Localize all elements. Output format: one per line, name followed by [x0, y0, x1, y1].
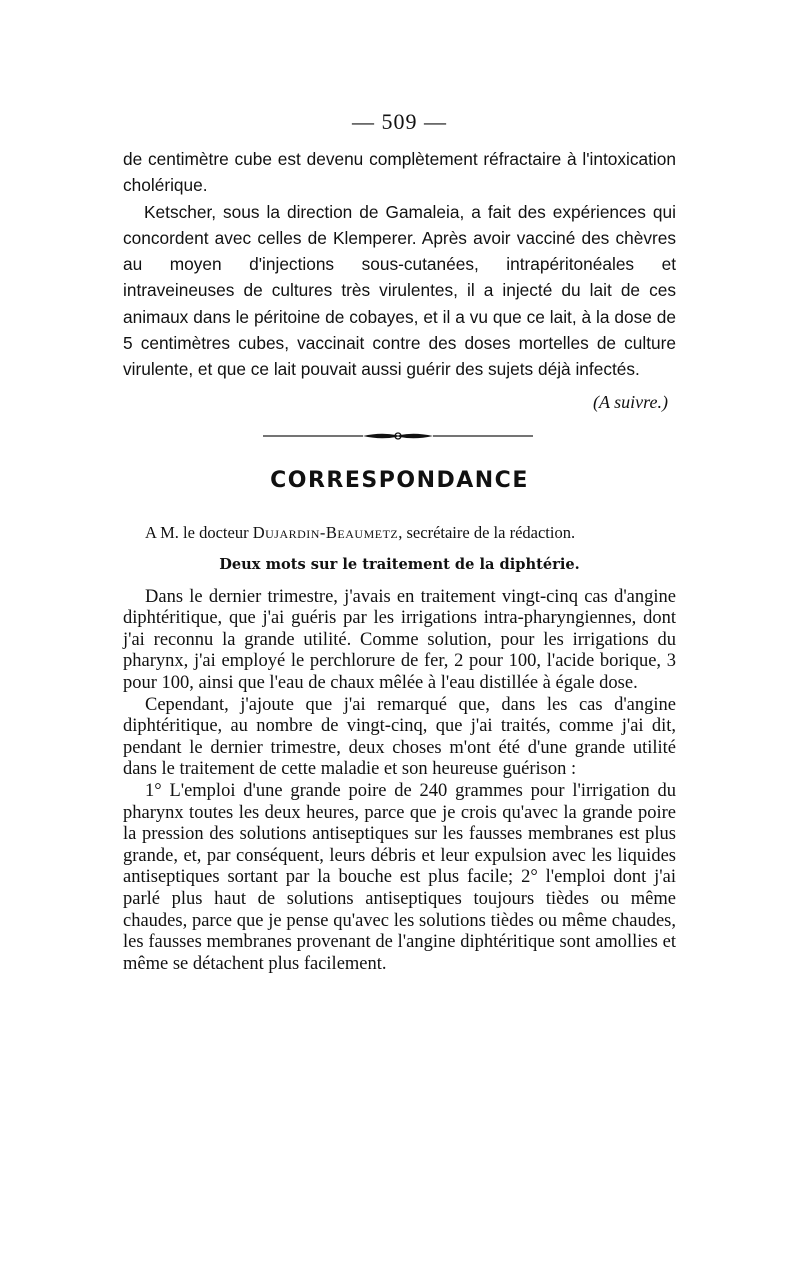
address-prefix: A M. le docteur — [145, 522, 253, 542]
body-paragraph-2: Cependant, j'ajoute que j'ai remarqué que, dans les cas d'angine diphtéritique, au nombre de vingt-cinq, que j'ai traités, comme j'ai dit, pendant le dernier trimestre, deux choses m'ont été d'une grande utilité dans le traitement de cette maladie et son heureuse guérison : — [123, 694, 676, 780]
intro-paragraph-1: de centimètre cube est devenu complètement réfractaire à l'intoxication cholérique. — [123, 149, 676, 196]
continued-article — [123, 146, 676, 383]
page-number: — 509 — — [352, 109, 447, 134]
letter-body — [123, 587, 676, 976]
section-heading: CORRESPONDANCE — [270, 467, 529, 493]
book-page — [123, 108, 676, 975]
ornamental-divider — [123, 425, 676, 447]
address-suffix: , secrétaire de la rédaction. — [398, 522, 576, 542]
to-be-continued-note: (A suivre.) — [593, 391, 668, 412]
address-name: Dujardin-Beaumetz — [252, 522, 399, 542]
letter-subtitle: Deux mots sur le traitement de la diphtérie. — [219, 555, 580, 573]
body-paragraph-1: Dans le dernier trimestre, j'avais en traitement vingt-cinq cas d'angine diphtéritique, que j'ai guéris par les irrigations intra-pharyngiennes, dont j'ai reconnu la grande utilité. Comme solution, pour les irrigations du pharynx, j'ai employé le perchlorure de fer, 2 pour 100, l'acide borique, 3 pour 100, ainsi que l'eau de chaux mêlée à l'eau distillée à égale dose. — [123, 586, 676, 694]
ornament-rule-icon — [263, 429, 533, 443]
intro-paragraph-2: Ketscher, sous la direction de Gamaleia, a fait des expériences qui concordent avec celles de Klemperer. Après avoir vacciné des chèvres au moyen d'injections sous-cutanées, intrapéritonéales et intraveineuses de cultures très virulentes, il a injecté du lait de ces animaux dans le péritoine de cobayes, et il a vu que ce lait, à la dose de 5 centimètres cubes, vaccinait contre des doses mortelles de culture virulente, et que ce lait pouvait aussi guérir des sujets déjà infectés. — [123, 201, 676, 380]
body-paragraph-3: 1° L'emploi d'une grande poire de 240 grammes pour l'irrigation du pharynx toutes les deux heures, parce que je crois qu'avec la grande poire la pression des solutions antiseptiques sur les fausses membranes est plus grande, et, par conséquent, leurs débris et leur expulsion avec les liquides antiseptiques sortant par la bouche est plus facile; 2° l'emploi dont j'ai parlé plus haut de solutions antiseptiques toujours tièdes ou même chaudes, parce que je pense qu'avec les solutions tièdes ou même chaudes, les fausses membranes provenant de l'angine diphtéritique sont amollies et même se détachent plus facilement. — [123, 781, 676, 974]
letter-address — [123, 521, 676, 545]
